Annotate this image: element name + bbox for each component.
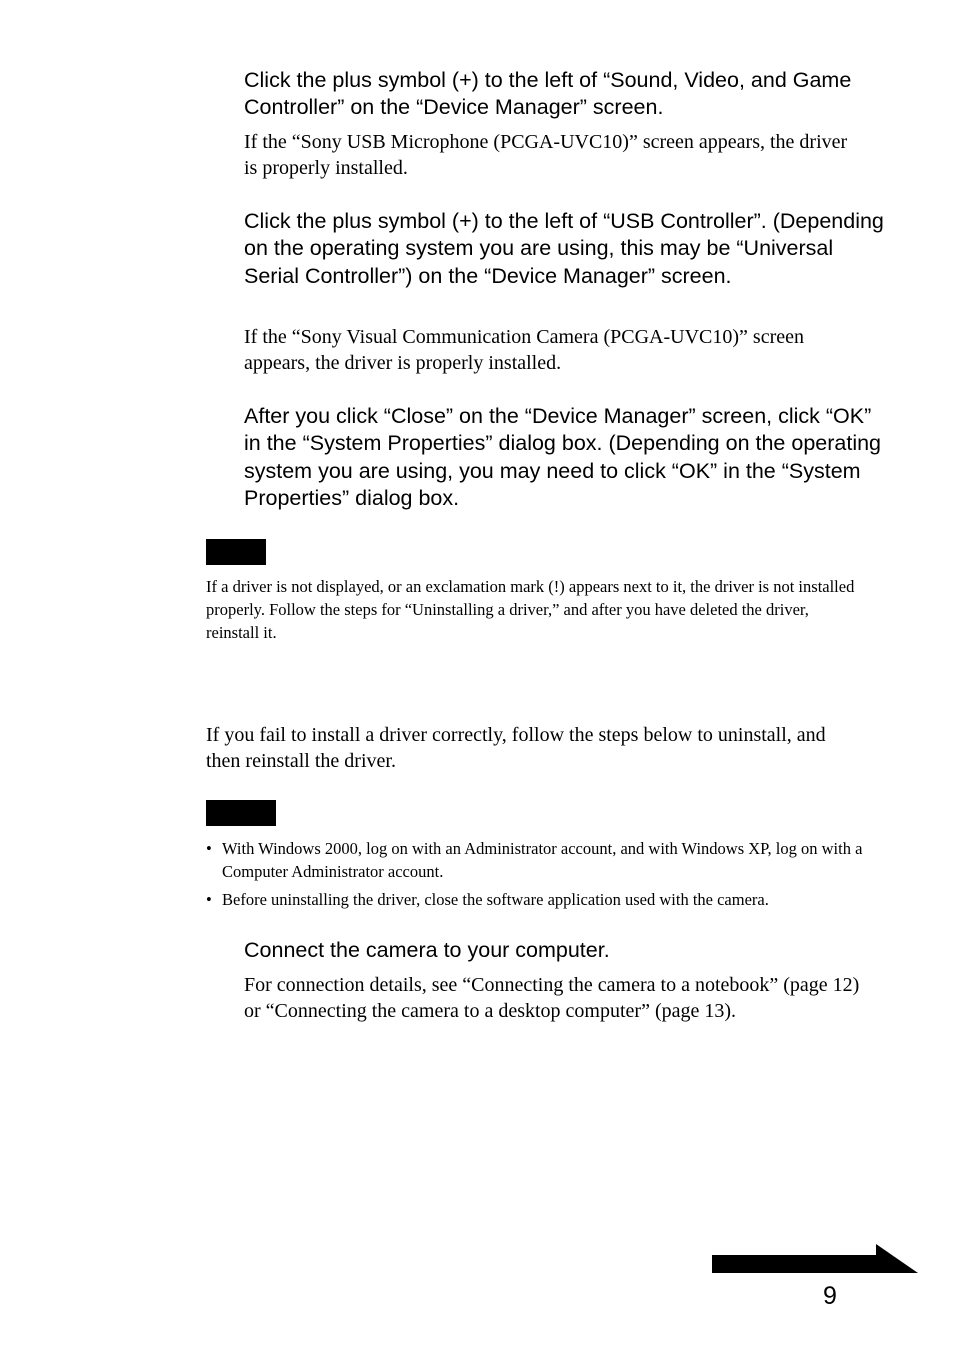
list-item — [206, 838, 871, 883]
step-heading: Click the plus symbol (+) to the left of “Sound, Video, and Game Controller” on the “Device Manager” screen. — [244, 68, 852, 120]
uninstall-intro: If you fail to install a driver correctly, follow the steps below to uninstall, and then reinstall the driver. — [206, 724, 826, 772]
page-number: 9 — [823, 1282, 837, 1310]
step-detail: If the “Sony USB Microphone (PCGA-UVC10)” screen appears, the driver is properly installed. — [244, 131, 848, 179]
list-item-text: Before uninstalling the driver, close the software application used with the camera. — [222, 890, 769, 909]
note-label-block — [206, 539, 266, 565]
step-heading: Click the plus symbol (+) to the left of “USB Controller”. (Depending on the operating system you are using, this may be “Universal Serial Controller”) on the “Device Manager” screen. — [244, 209, 884, 288]
step-heading: Connect the camera to your computer. — [244, 938, 610, 962]
step-detail: For connection details, see “Connecting the camera to a notebook” (page 12) or “Connecting the camera to a desktop computer” (page 13). — [244, 974, 860, 1022]
uninstall-notes-list — [206, 838, 871, 912]
list-item-text: With Windows 2000, log on with an Administrator account, and with Windows XP, log on with a Computer Administrator account. — [222, 839, 863, 881]
bullet: • — [206, 839, 212, 858]
bullet: • — [206, 890, 212, 909]
continue-arrow-icon — [712, 1244, 920, 1274]
step-detail: If the “Sony Visual Communication Camera (PCGA-UVC10)” screen appears, the driver is properly installed. — [244, 326, 804, 374]
step-heading: After you click “Close” on the “Device Manager” screen, click “OK” in the “System Properties” dialog box. (Depending on the operating system you are using, you may need to click “OK” in the “System Properties” dialog box. — [244, 404, 882, 510]
note-text: If a driver is not displayed, or an exclamation mark (!) appears next to it, the driver is not installed properly. Follow the steps for “Uninstalling a driver,” and after you have deleted the driver, reinstall it. — [206, 577, 855, 642]
list-item — [206, 889, 871, 912]
notes-label-block — [206, 800, 276, 826]
